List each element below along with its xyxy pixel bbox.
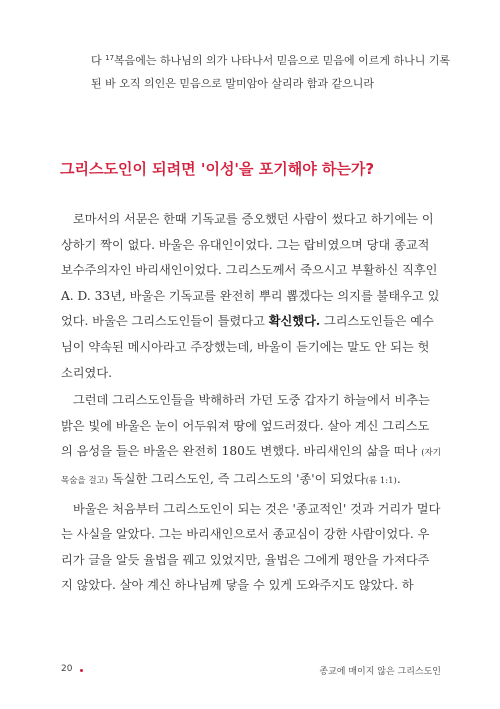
- paragraph-3: 바울은 처음부터 그리스도인이 되는 것은 '종교적인' 것과 거리가 멀다는 사실을 알았다. 그는 바리새인으로서 종교심이 강한 사람이었다. 우리가 글을 알듯 율법을 꿰고 있었지만, 율법은 그에게 평안을 가져다주지 않았다. 살아 계신 하나님께 닿을 수 있게 도와주지도 않았다. 하: [61, 501, 441, 593]
- paragraph-1-text-b: 그리스도인들은 예수님이 약속된 메시아라고 주장했는데, 바울이 듣기에는 말도 안 되는 헛소리였다.: [61, 314, 434, 380]
- scripture-reference: (롬 1:1): [365, 475, 397, 486]
- paragraph-1: [61, 207, 441, 386]
- parenthetical-note: (자기 목숨을 걸고): [61, 448, 441, 486]
- page-number: 20: [61, 664, 73, 674]
- page-footer: [61, 664, 441, 678]
- scripture-quote: [91, 47, 461, 95]
- paragraph-2-text-b: 독실한 그리스도인, 즉 그리스도의 '종'이 되었다: [108, 471, 366, 486]
- quote-line-2: 된 바 오직 의인은 믿음으로 말미암아 살리라 함과 같으니라: [91, 77, 374, 90]
- section-heading: 그리스도인이 되려면 '이성'을 포기해야 하는가?: [60, 160, 375, 178]
- quote-line-1: 복음에는 하나님의 의가 나타나서 믿음으로 믿음에 이르게 하나니 기록: [114, 54, 451, 67]
- bullet-dot-icon: [80, 669, 83, 672]
- verse-number: 17: [105, 54, 115, 62]
- paragraph-2-text-c: .: [396, 471, 401, 486]
- paragraph-2-text-a: 그런데 그리스도인들을 박해하러 가던 도중 갑자기 하늘에서 비추는 밝은 빛에 바울은 눈이 어두워져 땅에 엎드러졌다. 살아 계신 그리스도의 음성을 들은 바울은 완전히 180도 변했다. 바리새인의 삶을 떠나: [61, 393, 430, 459]
- running-title: 종교에 매이지 않은 그리스도인: [319, 667, 441, 677]
- paragraph-1-text-a: 로마서의 서문은 한때 기독교를 증오했던 사람이 썼다고 하기에는 이상하기 짝이 없다. 바울은 유대인이었다. 그는 랍비였으며 당대 종교적 보수주의자인 바리새인이었다. 그리스도께서 죽으시고 부활하신 직후인 A. D. 33년, 바울은 기독교를 완전히 뿌리 뽑겠다는 의지를 불태우고 있었다. 바울은 그리스도인들이 틀렸다고: [61, 212, 440, 329]
- quote-prefix: 다: [91, 54, 106, 67]
- body-text: [61, 207, 441, 599]
- paragraph-2: [61, 388, 441, 494]
- emphasis-text: 확신했다.: [268, 314, 321, 329]
